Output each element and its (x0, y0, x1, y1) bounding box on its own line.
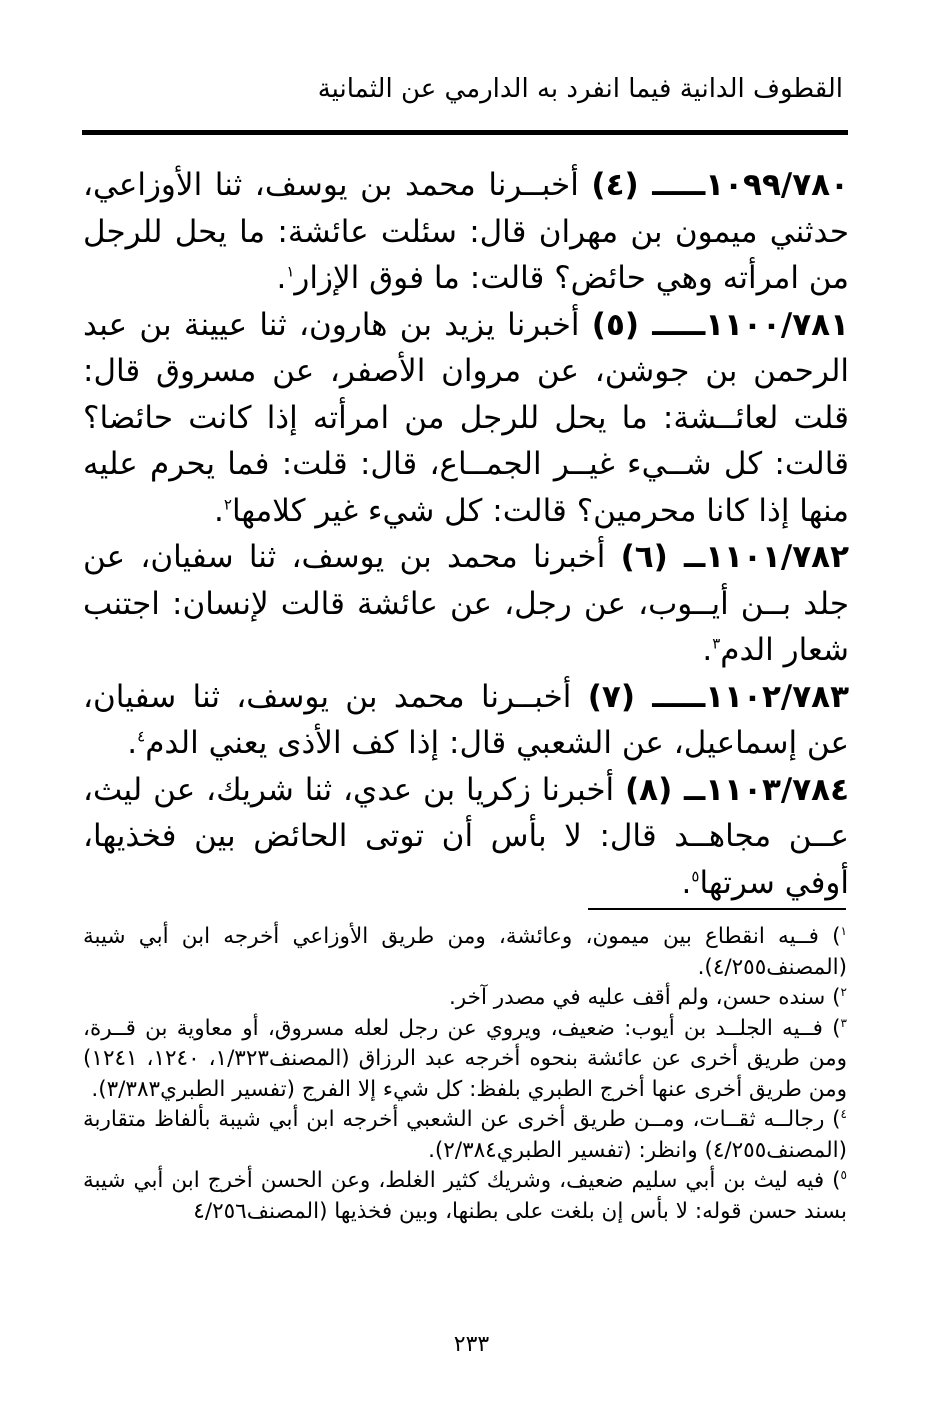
footnote-reference: ٢ (223, 495, 232, 514)
entry-number: ١١٠٠/٧٨١ـــــ (٥) (591, 306, 849, 343)
entry-number: ١١٠٢/٧٨٣ـــــ (٧) (587, 678, 849, 715)
footnote-mark: ٥ (840, 1167, 847, 1182)
page-number: ٢٣٣ (453, 1332, 490, 1357)
entry-text: أخبرنا زكريا بن عدي، ثنا شريك، عن ليث، عــن مجاهــد قال: لا بأس أن توتى الحائض بين فخذيها، أوفي سرتها (83, 771, 849, 901)
footnote: $^٣$) فــيه الجلــد بن أيوب: ضعيف، ويروي عن رجل لعله مسروق، أو معاوية بن قــرة، ومن طريق أخرى عن عائشة بنحوه أخرجه عبد الرزاق (المصنف١/٣٢٣، ١٢٤٠، ١٢٤١) ومن طريق أخرى عنها أخرج الطبري بلفظ: كل شيء إلا الفرج (تفسير الطبري٣/٣٨٣). (83, 1015, 847, 1102)
footnote-text: رجالــه ثقــات، ومــن طريق أخرى عن الشعبي أخرجه ابن أبي شيبة بألفاظ متقاربة (المصنف٤/٢٥٥) وانظر: (تفسير الطبري٢/٣٨٤). (83, 1107, 847, 1163)
footnote-reference: ٣ (712, 634, 721, 653)
entry-text: أخبرنا يزيد بن هارون، ثنا عيينة بن عبد الرحمن بن جوشن، عن مروان الأصفر، عن مسروق قال: قلت لعائــشة: ما يحل للرجل من امرأته إذا كانت حائضا؟ قالت: كل شــيء غيــر الجمــاع، قال: قلت: فما يحرم عليه منها إذا كانا محرمين؟ قالت: كل شيء غير كلامها (83, 306, 849, 529)
footnote-text: سنده حسن، ولم أقف عليه في مصدر آخر. (448, 985, 833, 1010)
footnote-text: فيه ليث بن أبي سليم ضعيف، وشريك كثير الغلط، وعن الحسن أخرج ابن أبي شيبة بسند حسن قوله: لا بأس إن بلغت على بطنها، وبين فخذيها (المصنف٤/٢٥٦ (83, 1168, 847, 1224)
footnotes (83, 922, 847, 1227)
running-header: القطوف الدانية فيما انفرد به الدارمي عن الثمانية (317, 74, 843, 104)
footnote-mark: ٤ (840, 1106, 847, 1121)
entry-end: . (702, 632, 713, 668)
footnote: $^٢$) سنده حسن، ولم أقف عليه في مصدر آخر. (448, 984, 847, 1010)
main-text (83, 162, 849, 906)
footnote: $^٥$) فيه ليث بن أبي سليم ضعيف، وشريك كثير الغلط، وعن الحسن أخرج ابن أبي شيبة بسند حسن قوله: لا بأس إن بلغت على بطنها، وبين فخذيها (المصنف٤/٢٥٦ (83, 1167, 847, 1224)
entry-text: أخبــرنا محمد بن يوسف، ثنا الأوزاعي، حدثني ميمون بن مهران قال: سئلت عائشة: ما يحل للرجل من امرأته وهي حائض؟ قالت: ما فوق الإزار (83, 167, 849, 296)
footnote-rule (588, 908, 846, 910)
footnote-reference: ٤ (137, 727, 146, 746)
footnote-text: فــيه انقطاع بين ميمون، وعائشة، ومن طريق الأوزاعي أخرجه ابن أبي شيبة (المصنف٤/٢٥٥). (83, 924, 847, 980)
footnote: $^٤$) رجالــه ثقــات، ومــن طريق أخرى عن الشعبي أخرجه ابن أبي شيبة بألفاظ متقاربة (المصنف٤/٢٥٥) وانظر: (تفسير الطبري٢/٣٨٤). (83, 1106, 847, 1163)
entry-end: . (127, 725, 138, 761)
entry-end: . (681, 864, 692, 901)
entry-number: ١١٠٣/٧٨٤ــ (٨) (624, 771, 850, 808)
footnote-reference: ١ (286, 262, 295, 281)
hadith-entry (83, 767, 849, 907)
hadith-entry (83, 302, 849, 535)
entry-number: ١٠٩٩/٧٨٠ـــــ (٤) (591, 167, 849, 203)
entry-text: أخبرنا محمد بن يوسف، ثنا سفيان، عن جلد بــن أيــوب، عن رجل، عن عائشة قالت لإنسان: اجتنب شعار الدم (83, 539, 849, 668)
hadith-entry (83, 162, 849, 302)
footnote-mark: ٣ (840, 1015, 847, 1030)
hadith-entry (83, 674, 849, 767)
footnote: $^١$) فــيه انقطاع بين ميمون، وعائشة، ومن طريق الأوزاعي أخرجه ابن أبي شيبة (المصنف٤/٢٥٥). (83, 923, 847, 980)
footnote-reference: ٥ (691, 867, 700, 886)
entry-end: . (214, 492, 224, 529)
entry-text: أخبــرنا محمد بن يوسف، ثنا سفيان، عن إسماعيل، عن الشعبي قال: إذا كف الأذى يعني الدم (83, 678, 849, 761)
footnote-mark: ١ (840, 923, 847, 938)
entry-number: ١١٠١/٧٨٢ــ (٦) (620, 539, 849, 575)
header-rule (82, 130, 848, 135)
footnote-mark: ٢ (840, 984, 847, 999)
hadith-entry (83, 534, 849, 674)
entry-end: . (276, 260, 287, 296)
footnote-text: فــيه الجلــد بن أيوب: ضعيف، ويروي عن رجل لعله مسروق، أو معاوية بن قــرة، ومن طريق أخرى عن عائشة بنحوه أخرجه عبد الرزاق (المصنف١/٣٢٣، ١٢٤٠، ١٢٤١) ومن طريق أخرى عنها أخرج الطبري بلفظ: كل شيء إلا الفرج (تفسير الطبري٣/٣٨٣). (83, 1015, 847, 1102)
